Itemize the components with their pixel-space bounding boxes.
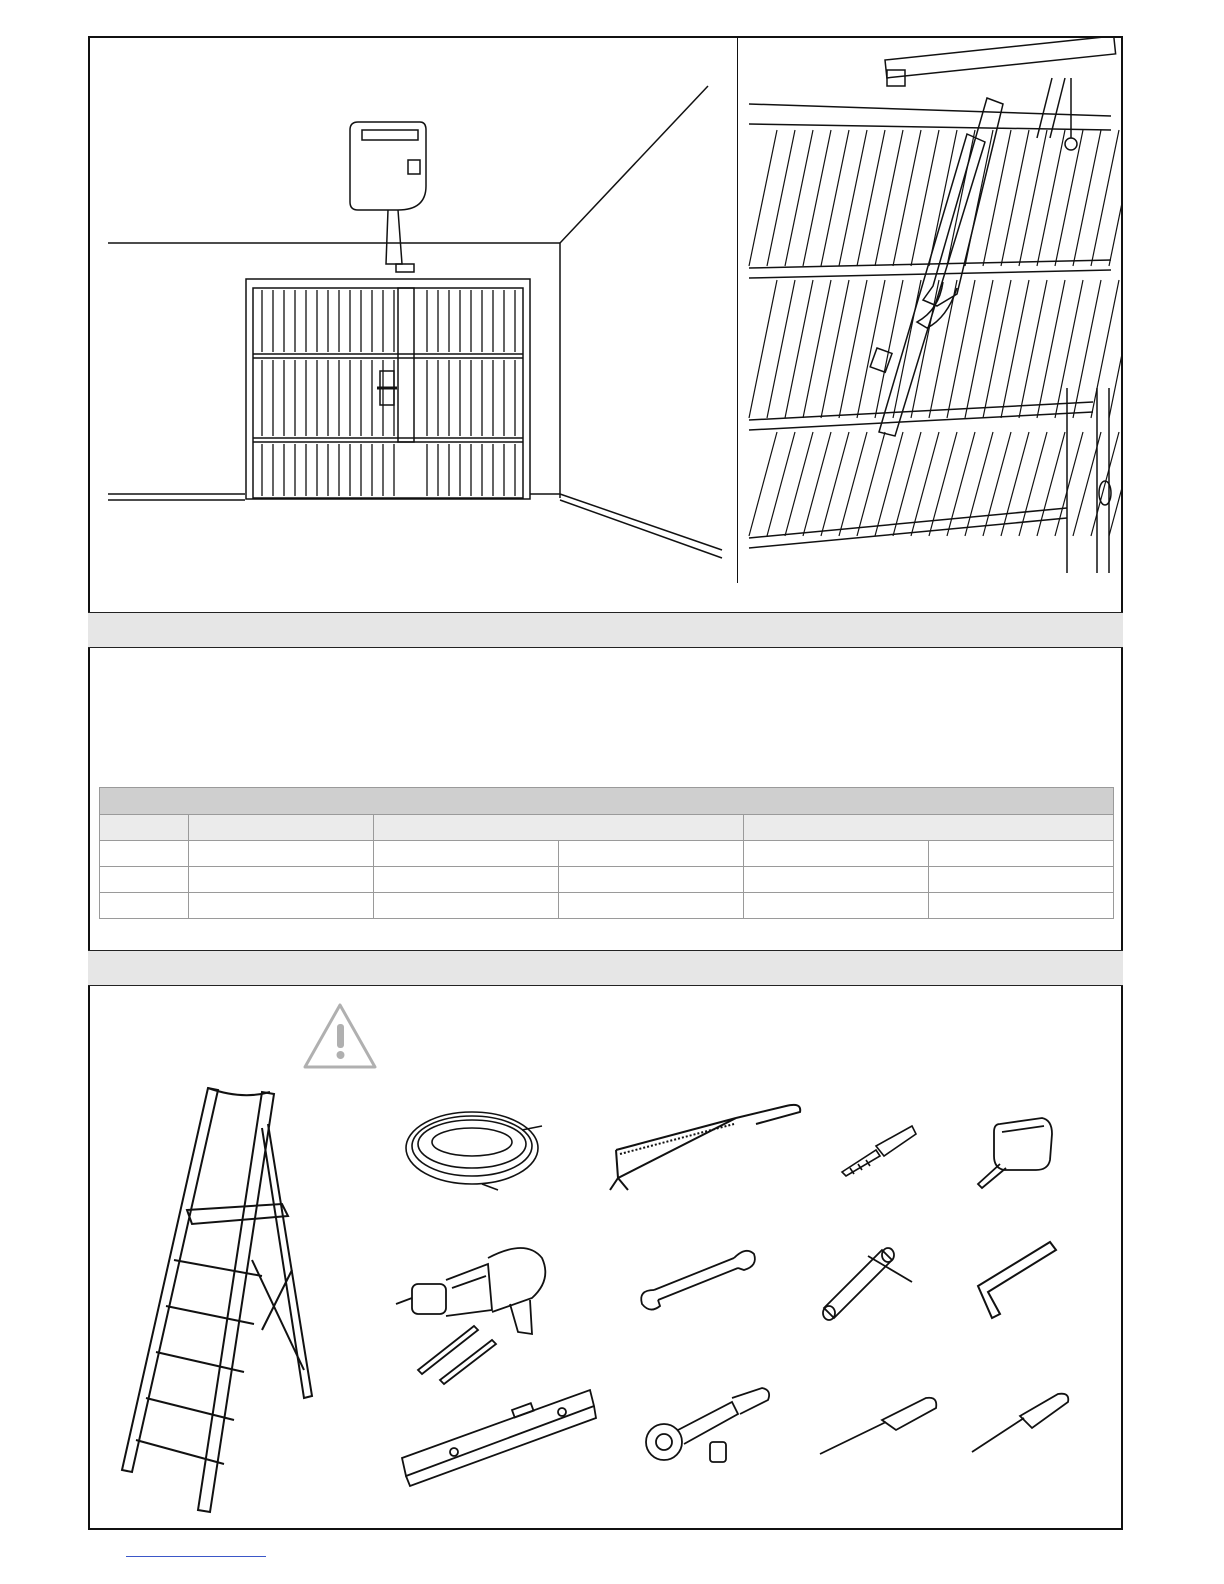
specifications-table	[99, 787, 1114, 919]
table-title	[100, 788, 1114, 815]
table-header-cell	[744, 815, 1114, 841]
table-cell	[559, 893, 744, 919]
table-cell	[189, 867, 374, 893]
open-wrench-icon	[634, 1240, 758, 1316]
screwdriver-large-icon	[816, 1394, 940, 1458]
table-row	[100, 841, 1114, 867]
table-cell	[744, 841, 929, 867]
table-cell	[559, 867, 744, 893]
spirit-level-icon	[398, 1386, 598, 1490]
table-cell	[189, 841, 374, 867]
wall-plugs-icon	[836, 1120, 920, 1180]
garage-door-front-view-illustration	[90, 38, 736, 610]
table-cell	[744, 893, 929, 919]
table-cell	[374, 841, 559, 867]
tape-measure-icon	[972, 1112, 1062, 1192]
allen-key-icon	[972, 1238, 1062, 1322]
table-cell	[189, 893, 374, 919]
hacksaw-icon	[606, 1098, 806, 1198]
drill-bits-icon	[412, 1320, 502, 1386]
table-cell	[929, 841, 1114, 867]
table-cell	[100, 893, 189, 919]
table-cell	[100, 867, 189, 893]
table-cell	[929, 867, 1114, 893]
table-row	[100, 867, 1114, 893]
table-cell	[374, 867, 559, 893]
ladder-icon	[112, 1080, 322, 1520]
ratchet-icon	[636, 1384, 774, 1474]
section-header-bar-2	[88, 950, 1123, 986]
table-cell	[374, 893, 559, 919]
table-cell	[744, 867, 929, 893]
table-cell	[559, 841, 744, 867]
warning-triangle-icon	[302, 1002, 378, 1070]
socket-wrench-icon	[818, 1236, 918, 1322]
table-cell	[100, 841, 189, 867]
table-cell	[929, 893, 1114, 919]
table-row	[100, 893, 1114, 919]
table-header-cell	[189, 815, 374, 841]
section-header-bar-1	[88, 612, 1123, 648]
table-header-cell	[100, 815, 189, 841]
operator-arm-mounted-on-door-illustration	[737, 38, 1121, 583]
screwdriver-small-icon	[968, 1388, 1074, 1456]
electric-cable-icon	[402, 1100, 552, 1195]
footer-link-underline[interactable]	[126, 1556, 266, 1557]
table-header-cell	[374, 815, 744, 841]
